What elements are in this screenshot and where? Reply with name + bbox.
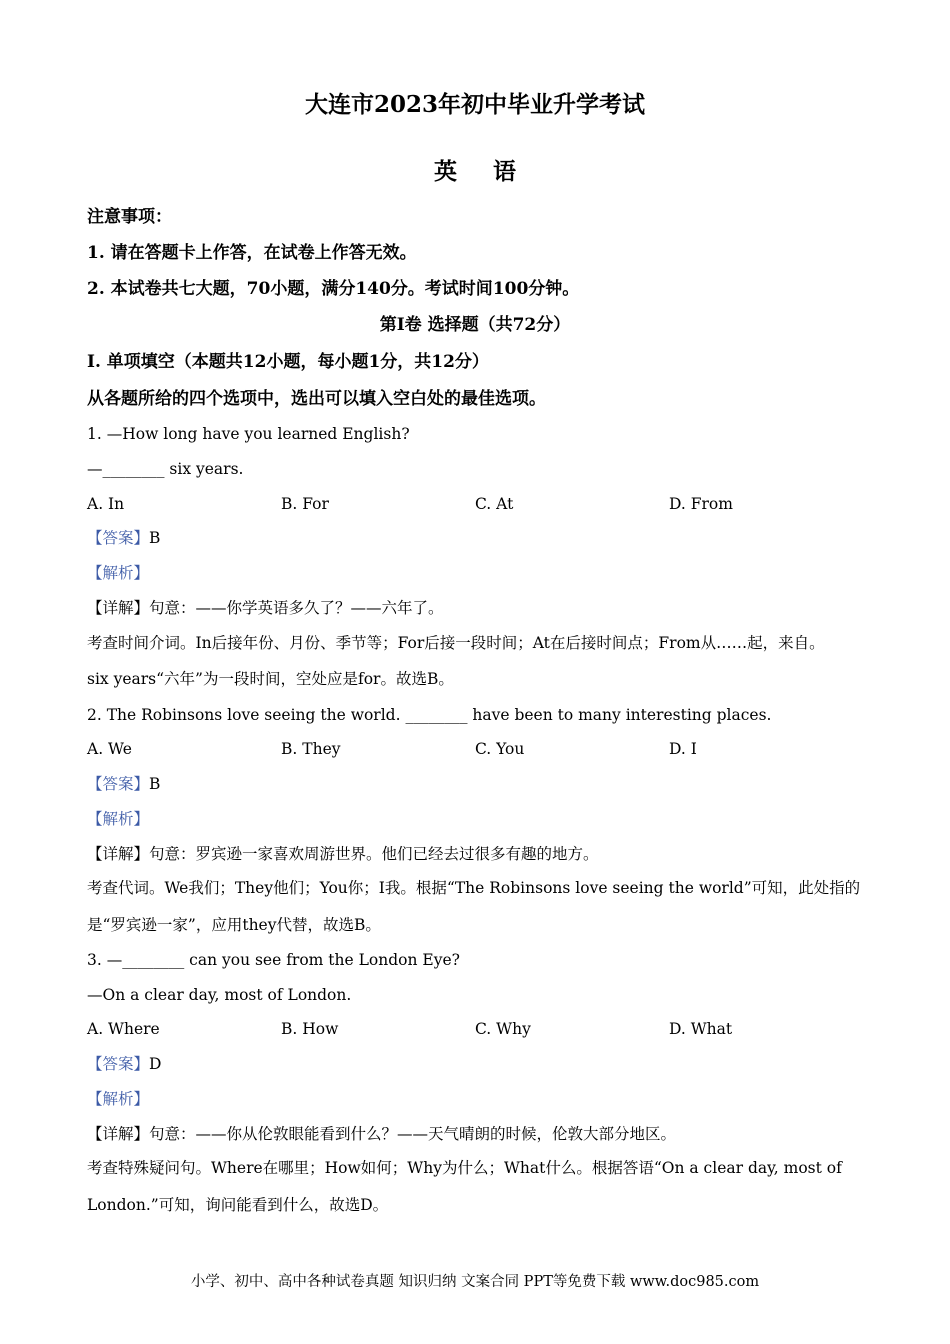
- question-1-option-c: C. At: [475, 495, 514, 513]
- question-2-option-d: D. I: [669, 740, 697, 758]
- notice-heading: 注意事项：: [87, 207, 172, 227]
- question-1-option-a: A. In: [87, 495, 125, 513]
- question-1-detail: 【详解】句意：——你学英语多久了？——六年了。: [87, 599, 444, 617]
- question-3-explain-1: 考查特殊疑问句。Where在哪里；How如何；Why为什么；What什么。根据答语“On a clear day, most of: [87, 1159, 842, 1177]
- question-3-option-a: A. Where: [87, 1020, 160, 1038]
- question-2-analysis-label: 【解析】: [87, 810, 150, 828]
- question-2-line-1: 2. The Robinsons love seeing the world. ________ have been to many interesting places.: [87, 706, 772, 724]
- question-3-answer: [87, 1054, 161, 1074]
- answer-label: 【答案】: [87, 529, 150, 547]
- section-title: 第Ⅰ卷 选择题（共72分）: [379, 315, 571, 335]
- question-2-explain-2: 是“罗宾逊一家”，应用they代替，故选B。: [87, 916, 381, 934]
- question-3-option-c: C. Why: [475, 1020, 531, 1038]
- question-1-line-1: 1. —How long have you learned English?: [87, 425, 410, 443]
- question-3-line-1: 3. —________ can you see from the London Eye?: [87, 951, 460, 969]
- question-1-option-b: B. For: [281, 495, 329, 513]
- question-3-line-2: —On a clear day, most of London.: [87, 986, 352, 1004]
- answer-label: 【答案】: [87, 1055, 150, 1073]
- question-2-explain-1: 考查代词。We我们；They他们；You你；I我。根据“The Robinsons love seeing the world”可知，此处指的: [87, 879, 861, 897]
- footer-text: 小学、初中、高中各种试卷真题 知识归纳 文案合同 PPT等免费下载 www.doc985.com: [190, 1274, 760, 1290]
- question-2-option-c: C. You: [475, 740, 525, 758]
- answer-value: B: [149, 529, 161, 547]
- question-2-answer: [87, 774, 160, 794]
- answer-value: D: [149, 1055, 162, 1073]
- subject-title: 英 语: [433, 158, 530, 185]
- exam-title: 大连市2023年初中毕业升学考试: [304, 91, 645, 118]
- question-1-answer: [87, 528, 160, 548]
- question-2-option-b: B. They: [281, 740, 341, 758]
- question-3-analysis-label: 【解析】: [87, 1090, 150, 1108]
- question-3-option-b: B. How: [281, 1020, 339, 1038]
- answer-value: B: [149, 775, 161, 793]
- part-heading: Ⅰ. 单项填空（本题共12小题，每小题1分，共12分）: [87, 352, 489, 372]
- question-3-explain-2: London.”可知，询问能看到什么，故选D。: [87, 1196, 389, 1214]
- question-2-option-a: A. We: [87, 740, 132, 758]
- notice-item-1: 1. 请在答题卡上作答，在试卷上作答无效。: [87, 243, 417, 263]
- question-1-analysis-label: 【解析】: [87, 564, 150, 582]
- question-1-explain-2: six years“六年”为一段时间，空处应是for。故选B。: [87, 670, 454, 688]
- notice-item-2: 2. 本试卷共七大题，70小题，满分140分。考试时间100分钟。: [87, 279, 580, 299]
- instruction: 从各题所给的四个选项中，选出可以填入空白处的最佳选项。: [87, 389, 546, 409]
- question-1-line-2: —________ six years.: [87, 460, 244, 478]
- question-1-explain-1: 考查时间介词。In后接年份、月份、季节等；For后接一段时间；At在后接时间点；From从……起，来自。: [87, 634, 825, 652]
- question-2-detail: 【详解】句意：罗宾逊一家喜欢周游世界。他们已经去过很多有趣的地方。: [87, 845, 599, 863]
- question-3-option-d: D. What: [669, 1020, 733, 1038]
- answer-label: 【答案】: [87, 775, 150, 793]
- question-1-option-d: D. From: [669, 495, 733, 513]
- question-3-detail: 【详解】句意：——你从伦敦眼能看到什么？——天气晴朗的时候，伦敦大部分地区。: [87, 1125, 677, 1143]
